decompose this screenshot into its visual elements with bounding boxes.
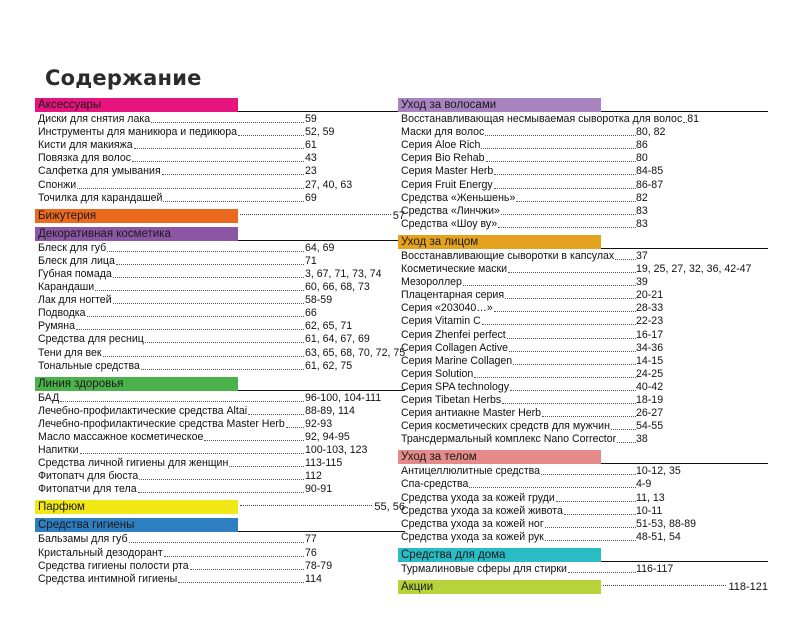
section-акции bbox=[398, 580, 768, 594]
toc-entry[interactable] bbox=[398, 113, 768, 126]
dot-leader bbox=[617, 442, 636, 443]
toc-entry[interactable] bbox=[398, 276, 768, 289]
toc-entry-label: Подводка bbox=[38, 307, 86, 320]
dot-leader bbox=[139, 479, 304, 480]
toc-entry-pages: 114 bbox=[305, 572, 322, 585]
toc-entry-label: Блеск для лица bbox=[38, 254, 115, 267]
dot-leader bbox=[463, 285, 636, 286]
toc-entry[interactable] bbox=[398, 263, 768, 276]
toc-entry-label: Серия антиакне Master Herb bbox=[401, 407, 542, 420]
toc-entry[interactable] bbox=[35, 152, 405, 165]
toc-list bbox=[398, 563, 768, 576]
section-header bbox=[398, 235, 768, 249]
toc-entry-pages: 11, 13 bbox=[636, 491, 665, 504]
toc-entry[interactable] bbox=[35, 560, 405, 573]
toc-entry-label: Средства ухода за кожей рук bbox=[401, 530, 544, 543]
toc-entry-pages: 23 bbox=[305, 165, 317, 178]
dot-leader bbox=[163, 201, 304, 202]
dot-leader bbox=[178, 582, 304, 583]
toc-entry[interactable] bbox=[398, 218, 768, 231]
toc-entry-label: Серия Bio Rehab bbox=[401, 152, 485, 165]
toc-entry[interactable] bbox=[398, 563, 768, 576]
toc-entry-pages: 84-85 bbox=[636, 165, 664, 178]
dot-leader bbox=[229, 466, 304, 467]
toc-entry-pages: 90-91 bbox=[305, 483, 333, 496]
dot-leader bbox=[76, 329, 304, 330]
section-линия-здоровья bbox=[35, 377, 405, 497]
toc-entry-label: Средства «Линчжи» bbox=[401, 204, 500, 217]
dot-leader bbox=[482, 324, 636, 325]
toc-entry[interactable] bbox=[35, 294, 405, 307]
toc-entry-pages: 10-11 bbox=[636, 504, 663, 517]
dot-leader bbox=[494, 311, 636, 312]
toc-entry-label: Серия косметических средств для мужчин bbox=[401, 420, 610, 433]
section-title: Средства для дома bbox=[398, 548, 601, 562]
toc-entry-label: Маски для волос bbox=[401, 126, 485, 139]
toc-entry-pages: 39 bbox=[636, 276, 648, 289]
dot-leader bbox=[501, 214, 636, 215]
section-title: Линия здоровья bbox=[35, 377, 238, 391]
section-уход-за-лицом bbox=[398, 235, 768, 446]
toc-entry[interactable] bbox=[35, 392, 405, 405]
toc-entry-pages: 88-89, 114 bbox=[305, 404, 355, 417]
toc-entry[interactable] bbox=[398, 518, 768, 531]
toc-entry-pages: 14-15 bbox=[636, 354, 664, 367]
toc-entry-pages: 22-23 bbox=[636, 315, 664, 328]
toc-entry-label: Восстанавливающие сыворотки в капсулах bbox=[401, 249, 615, 262]
toc-entry-pages: 10-12, 35 bbox=[636, 465, 681, 478]
toc-entry-label: Лечебно-профилактические средства Altai bbox=[38, 404, 248, 417]
dot-leader bbox=[141, 369, 304, 370]
toc-entry-label: Спонжи bbox=[38, 178, 77, 191]
dot-leader bbox=[485, 135, 636, 136]
toc-entry-label: Бальзамы для губ bbox=[38, 533, 128, 546]
dot-leader bbox=[568, 572, 636, 573]
dot-leader bbox=[611, 429, 636, 430]
page-title: Содержание bbox=[45, 66, 202, 90]
toc-entry[interactable] bbox=[398, 342, 768, 355]
toc-entry[interactable] bbox=[35, 178, 405, 191]
toc-entry-pages: 61, 64, 67, 69 bbox=[305, 333, 370, 346]
dot-leader bbox=[134, 148, 304, 149]
toc-entry[interactable] bbox=[398, 178, 768, 191]
dot-leader bbox=[505, 298, 636, 299]
toc-entry-pages: 116-117 bbox=[636, 562, 674, 575]
toc-entry-pages: 51-53, 88-89 bbox=[636, 517, 697, 530]
dot-leader bbox=[164, 556, 304, 557]
toc-entry-label: Румяна bbox=[38, 320, 76, 333]
toc-entry[interactable] bbox=[35, 346, 405, 359]
toc-entry-pages: 80, 82 bbox=[636, 126, 666, 139]
toc-entry-label: Средства ухода за кожей груди bbox=[401, 491, 555, 504]
toc-entry-label: Инструменты для маникюра и педикюра bbox=[38, 126, 238, 139]
dot-leader bbox=[132, 161, 304, 162]
toc-entry-pages: 60, 66, 68, 73 bbox=[305, 281, 370, 294]
section-header bbox=[35, 500, 405, 514]
toc-entry-label: Спа-средства bbox=[401, 478, 469, 491]
dot-leader bbox=[516, 201, 636, 202]
dot-leader bbox=[80, 453, 304, 454]
toc-entry-label: Серия Solution bbox=[401, 367, 474, 380]
dot-leader bbox=[545, 540, 636, 541]
toc-entry-pages: 58-59 bbox=[305, 294, 333, 307]
section-pages: 57 bbox=[392, 209, 405, 222]
dot-leader bbox=[113, 303, 304, 304]
section-header bbox=[35, 98, 405, 112]
toc-list bbox=[35, 242, 405, 373]
dot-leader bbox=[107, 251, 304, 252]
toc-entry-pages: 38 bbox=[636, 433, 648, 446]
dot-leader bbox=[510, 390, 636, 391]
dot-leader bbox=[509, 351, 636, 352]
toc-entry-label: Губная помада bbox=[38, 267, 112, 280]
toc-entry-label: Серия Marine Collagen bbox=[401, 354, 513, 367]
section-средства-для-дома bbox=[398, 548, 768, 576]
toc-entry-pages: 52, 59 bbox=[305, 126, 335, 139]
toc-entry[interactable] bbox=[35, 405, 405, 418]
dot-leader bbox=[469, 487, 636, 488]
dot-leader bbox=[60, 401, 304, 402]
dot-leader bbox=[498, 227, 636, 228]
toc-entry-pages: 16-17 bbox=[636, 328, 664, 341]
dot-leader bbox=[494, 174, 636, 175]
toc-list bbox=[35, 392, 405, 497]
toc-entry-label: Средства для ресниц bbox=[38, 333, 144, 346]
toc-entry[interactable] bbox=[35, 533, 405, 546]
section-title: Уход за лицом bbox=[398, 235, 601, 249]
toc-entry-label: Тональные средства bbox=[38, 359, 140, 372]
toc-entry[interactable] bbox=[35, 483, 405, 496]
section-аксессуары bbox=[35, 98, 405, 205]
dot-leader bbox=[145, 342, 304, 343]
dot-leader bbox=[77, 188, 304, 189]
toc-entry[interactable] bbox=[35, 546, 405, 559]
section-pages: 118-121 bbox=[728, 580, 768, 593]
dot-leader bbox=[502, 403, 636, 404]
toc-entry[interactable] bbox=[398, 139, 768, 152]
toc-entry[interactable] bbox=[398, 250, 768, 263]
dot-leader bbox=[481, 148, 636, 149]
toc-entry[interactable] bbox=[35, 320, 405, 333]
toc-entry-pages: 69 bbox=[305, 191, 317, 204]
toc-entry-label: Кисти для макияжа bbox=[38, 139, 133, 152]
toc-entry-label: Блеск для губ bbox=[38, 241, 107, 254]
toc-entry[interactable] bbox=[35, 457, 405, 470]
toc-entry-pages: 83 bbox=[636, 204, 648, 217]
toc-list bbox=[398, 250, 768, 446]
toc-list bbox=[398, 465, 768, 544]
section-header bbox=[398, 450, 768, 464]
toc-entry-pages: 62, 65, 71 bbox=[305, 320, 353, 333]
toc-entry[interactable] bbox=[398, 505, 768, 518]
toc-entry[interactable] bbox=[398, 205, 768, 218]
toc-entry-pages: 18-19 bbox=[636, 393, 664, 406]
section-header bbox=[35, 377, 405, 391]
dot-leader bbox=[138, 492, 304, 493]
toc-entry-pages: 19, 25, 27, 32, 36, 42-47 bbox=[636, 263, 752, 276]
toc-entry[interactable] bbox=[35, 126, 405, 139]
toc-entry-pages: 112 bbox=[305, 470, 322, 483]
toc-entry-pages: 86-87 bbox=[636, 178, 664, 191]
toc-entry-pages: 43 bbox=[305, 152, 317, 165]
toc-entry[interactable] bbox=[35, 418, 405, 431]
toc-entry[interactable] bbox=[35, 333, 405, 346]
toc-entry[interactable] bbox=[35, 307, 405, 320]
toc-list bbox=[398, 113, 768, 231]
left-column bbox=[35, 98, 405, 590]
toc-entry[interactable] bbox=[398, 420, 768, 433]
section-header bbox=[35, 209, 405, 223]
dot-leader bbox=[556, 501, 636, 502]
toc-list bbox=[35, 533, 405, 585]
toc-entry[interactable] bbox=[398, 126, 768, 139]
toc-entry-label: Масло массажное косметическое bbox=[38, 430, 204, 443]
toc-entry[interactable] bbox=[35, 192, 405, 205]
section-header bbox=[35, 227, 405, 241]
right-column bbox=[398, 98, 768, 598]
dot-leader bbox=[87, 316, 304, 317]
dot-leader bbox=[603, 585, 726, 586]
toc-entry[interactable] bbox=[398, 165, 768, 178]
toc-entry[interactable] bbox=[35, 470, 405, 483]
dot-leader bbox=[513, 364, 636, 365]
toc-entry-pages: 26-27 bbox=[636, 407, 664, 420]
toc-entry-pages: 80 bbox=[636, 152, 648, 165]
toc-entry-pages: 96-100, 104-111 bbox=[305, 391, 382, 404]
toc-entry[interactable] bbox=[35, 268, 405, 281]
toc-entry-label: Косметические маски bbox=[401, 263, 508, 276]
toc-entry-pages: 4-9 bbox=[636, 478, 652, 491]
toc-entry-pages: 61 bbox=[305, 139, 317, 152]
toc-entry-pages: 20-21 bbox=[636, 289, 664, 302]
toc-entry-label: Средства интимной гигиены bbox=[38, 572, 178, 585]
dot-leader bbox=[286, 427, 304, 428]
dot-leader bbox=[129, 542, 304, 543]
toc-entry-pages: 78-79 bbox=[305, 559, 333, 572]
toc-entry-pages: 40-42 bbox=[636, 380, 664, 393]
toc-entry[interactable] bbox=[398, 368, 768, 381]
toc-entry-pages: 54-55 bbox=[636, 420, 664, 433]
toc-entry-pages: 76 bbox=[305, 546, 317, 559]
toc-entry-label: Серия «203040…» bbox=[401, 302, 493, 315]
dot-leader bbox=[238, 135, 304, 136]
section-header bbox=[35, 518, 405, 532]
dot-leader bbox=[507, 338, 636, 339]
section-header bbox=[398, 98, 768, 112]
toc-entry[interactable] bbox=[398, 152, 768, 165]
toc-entry[interactable] bbox=[398, 433, 768, 446]
toc-entry-label: Карандаши bbox=[38, 281, 95, 294]
toc-entry-label: Серия Aloe Rich bbox=[401, 139, 481, 152]
dot-leader bbox=[474, 377, 636, 378]
toc-entry[interactable] bbox=[398, 302, 768, 315]
toc-entry[interactable] bbox=[35, 281, 405, 294]
toc-entry-pages: 77 bbox=[305, 533, 317, 546]
dot-leader bbox=[190, 569, 304, 570]
toc-entry-pages: 83 bbox=[636, 217, 648, 230]
toc-list bbox=[35, 113, 405, 205]
toc-entry-pages: 113-115 bbox=[305, 457, 343, 470]
dot-leader bbox=[103, 356, 304, 357]
toc-entry-pages: 59 bbox=[305, 113, 317, 126]
toc-entry[interactable] bbox=[35, 242, 405, 255]
toc-entry-label: Напитки bbox=[38, 444, 79, 457]
toc-entry[interactable] bbox=[398, 289, 768, 302]
section-парфюм bbox=[35, 500, 405, 514]
toc-entry-label: Средства ухода за кожей ног bbox=[401, 517, 544, 530]
dot-leader bbox=[248, 414, 304, 415]
toc-entry-label: Мезороллер bbox=[401, 276, 462, 289]
toc-entry-pages: 92-93 bbox=[305, 417, 333, 430]
section-декоративная-косметика bbox=[35, 227, 405, 373]
toc-entry-pages: 66 bbox=[305, 307, 317, 320]
section-уход-за-телом bbox=[398, 450, 768, 544]
toc-entry-label: Точилка для карандашей bbox=[38, 191, 163, 204]
toc-entry-pages: 28-33 bbox=[636, 302, 664, 315]
section-title: Акции bbox=[398, 580, 601, 594]
toc-entry[interactable] bbox=[398, 394, 768, 407]
toc-entry-label: Фитопатчи для тела bbox=[38, 483, 137, 496]
toc-entry-label: БАД bbox=[38, 391, 60, 404]
toc-entry[interactable] bbox=[398, 192, 768, 205]
toc-entry-label: Серия Zhenfei perfect bbox=[401, 328, 506, 341]
toc-entry[interactable] bbox=[35, 573, 405, 586]
toc-entry-pages: 92, 94-95 bbox=[305, 430, 350, 443]
section-title: Парфюм bbox=[35, 500, 238, 514]
dot-leader bbox=[615, 259, 636, 260]
toc-entry[interactable] bbox=[398, 407, 768, 420]
toc-entry-label: Антицеллюлитные средства bbox=[401, 465, 541, 478]
toc-entry[interactable] bbox=[35, 255, 405, 268]
toc-entry[interactable] bbox=[35, 139, 405, 152]
section-header bbox=[398, 548, 768, 562]
toc-entry[interactable] bbox=[35, 431, 405, 444]
toc-entry-pages: 24-25 bbox=[636, 367, 664, 380]
toc-entry-pages: 37 bbox=[636, 249, 648, 262]
toc-entry[interactable] bbox=[35, 444, 405, 457]
dot-leader bbox=[508, 272, 636, 273]
toc-entry[interactable] bbox=[35, 165, 405, 178]
toc-entry-pages: 3, 67, 71, 73, 74 bbox=[305, 267, 382, 280]
section-бижутерия bbox=[35, 209, 405, 223]
toc-entry[interactable] bbox=[398, 381, 768, 394]
section-title: Аксессуары bbox=[35, 98, 238, 112]
toc-entry-pages: 82 bbox=[636, 191, 648, 204]
dot-leader bbox=[204, 440, 304, 441]
dot-leader bbox=[116, 264, 304, 265]
section-title: Декоративная косметика bbox=[35, 227, 238, 241]
toc-entry-label: Серия Master Herb bbox=[401, 165, 494, 178]
toc-entry-label: Тени для век bbox=[38, 346, 102, 359]
toc-entry[interactable] bbox=[398, 465, 768, 478]
toc-entry-pages: 61, 62, 75 bbox=[305, 359, 353, 372]
section-title: Бижутерия bbox=[35, 209, 238, 223]
toc-entry-pages: 63, 65, 68, 70, 72, 75 bbox=[305, 346, 406, 359]
toc-entry[interactable] bbox=[398, 328, 768, 341]
toc-entry-label: Лечебно-профилактические средства Master Herb bbox=[38, 417, 285, 430]
dot-leader bbox=[486, 161, 636, 162]
toc-entry-label: Средства «Женьшень» bbox=[401, 191, 516, 204]
toc-entry[interactable] bbox=[398, 531, 768, 544]
section-pages: 55, 56 bbox=[374, 501, 405, 514]
toc-entry[interactable] bbox=[398, 315, 768, 328]
toc-entry-label: Кристальный дезодорант bbox=[38, 546, 163, 559]
dot-leader bbox=[240, 214, 391, 215]
toc-entry-label: Салфетка для умывания bbox=[38, 165, 161, 178]
toc-entry-pages: 81 bbox=[687, 113, 700, 126]
toc-entry[interactable] bbox=[35, 113, 405, 126]
toc-entry-label: Трансдермальный комплекс Nano Corrector bbox=[401, 433, 617, 446]
toc-entry-label: Средства «Шоу ву» bbox=[401, 217, 498, 230]
section-уход-за-волосами bbox=[398, 98, 768, 231]
toc-entry-label: Турмалиновые сферы для стирки bbox=[401, 562, 567, 575]
dot-leader bbox=[542, 416, 636, 417]
toc-entry-pages: 27, 40, 63 bbox=[305, 178, 353, 191]
toc-entry-pages: 34-36 bbox=[636, 341, 664, 354]
dot-leader bbox=[162, 174, 304, 175]
toc-entry[interactable] bbox=[35, 360, 405, 373]
toc-entry-label: Фитопатч для бюста bbox=[38, 470, 139, 483]
section-title: Уход за телом bbox=[398, 450, 601, 464]
toc-entry-label: Средства гигиены полости рта bbox=[38, 559, 189, 572]
dot-leader bbox=[95, 290, 304, 291]
dot-leader bbox=[151, 122, 304, 123]
toc-entry-pages: 100-103, 123 bbox=[305, 444, 368, 457]
section-средства-гигиены bbox=[35, 518, 405, 585]
toc-entry-label: Повязка для волос bbox=[38, 152, 132, 165]
toc-entry[interactable] bbox=[398, 491, 768, 504]
toc-entry-label: Серия Fruit Energy bbox=[401, 178, 493, 191]
toc-entry-label: Лак для ногтей bbox=[38, 294, 112, 307]
dot-leader bbox=[494, 188, 636, 189]
dot-leader bbox=[545, 527, 636, 528]
toc-entry-label: Средства ухода за кожей живота bbox=[401, 504, 563, 517]
dot-leader bbox=[541, 474, 636, 475]
toc-entry-pages: 71 bbox=[305, 254, 317, 267]
toc-entry-label: Плацентарная серия bbox=[401, 289, 505, 302]
dot-leader bbox=[240, 505, 372, 506]
dot-leader bbox=[113, 277, 304, 278]
toc-entry-pages: 48-51, 54 bbox=[636, 530, 681, 543]
section-title: Уход за волосами bbox=[398, 98, 601, 112]
section-title: Средства гигиены bbox=[35, 518, 238, 532]
toc-entry-pages: 86 bbox=[636, 139, 648, 152]
toc-entry-label: Восстанавливающая несмываемая сыворотка для волос bbox=[401, 113, 683, 126]
dot-leader bbox=[564, 514, 636, 515]
toc-entry-label: Диски для снятия лака bbox=[38, 113, 151, 126]
toc-entry-pages: 64, 69 bbox=[305, 241, 335, 254]
toc-entry-label: Серия Collagen Active bbox=[401, 341, 509, 354]
toc-entry-label: Средства личной гигиены для женщин bbox=[38, 457, 229, 470]
toc-entry-label: Серия SPA technology bbox=[401, 380, 510, 393]
toc-entry-label: Серия Vitamin C bbox=[401, 315, 481, 328]
toc-entry-label: Серия Tibetan Herbs bbox=[401, 393, 502, 406]
toc-entry[interactable] bbox=[398, 478, 768, 491]
toc-entry[interactable] bbox=[398, 355, 768, 368]
section-header bbox=[398, 580, 768, 594]
